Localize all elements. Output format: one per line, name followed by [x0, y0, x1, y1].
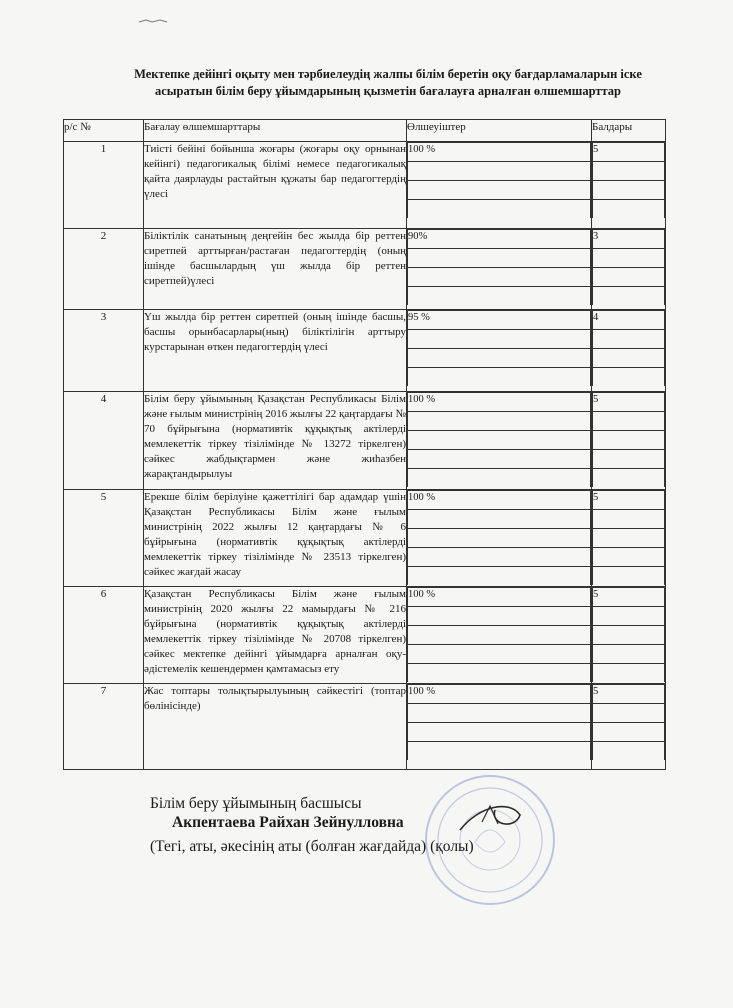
row-criteria: Ерекше білім берілуіне қажеттілігі бар адамдар үшін Қазақстан Республикасы Білім және ғылым министрінің 2022 жылғы 12 қаңтардағы № 6 бұйрығына (нормативтік құқықтық актілерді мемлекеттік тіркеу тізілімінде № 23513 тіркелген) сәйкес жағдай жасау — [144, 490, 407, 587]
row-num: 3 — [64, 310, 144, 392]
row-measure: 95 % — [408, 311, 591, 330]
row-criteria: Қазақстан Республикасы Білім және ғылым министрінің 2020 жылғы 22 мамырдағы № 216 бұйрығына (нормативтік құқықтық актілерді мемлекеттік тіркеу тізілімінде № 20708 тіркелген) сәйкес мектепке дейінгі ұйымдарға арналған оқу-әдістемелік кешендермен қамтамасыз ету — [144, 587, 407, 684]
row-criteria: Тиісті бейіні бойынша жоғары (жоғары оқу орнынан кейінгі) педагогикалық білімі немесе педагогикалық қайта даярлауды растайтын құжаты бар педагогтердің үлесі — [144, 142, 407, 229]
row-measure: 100 % — [408, 685, 591, 704]
table-row — [64, 587, 666, 684]
row-measure: 100 % — [408, 491, 591, 510]
row-points: 4 — [593, 311, 665, 330]
row-points: 5 — [593, 685, 665, 704]
table-row — [64, 684, 666, 770]
row-points: 3 — [593, 230, 665, 249]
row-measure: 100 % — [408, 143, 591, 162]
row-num: 4 — [64, 392, 144, 490]
criteria-table — [63, 119, 666, 770]
row-num: 1 — [64, 142, 144, 229]
row-measure: 100 % — [408, 588, 591, 607]
row-criteria: Білім беру ұйымының Қазақстан Республикасы Білім және ғылым министрінің 2016 жылғы 22 қаңтардағы № 70 бұйрығына (нормативтік құқықтық актілерді мемлекеттік тіркеу тізілімінде № 13272 тіркелген) сәйкес жабдықтармен және жиһазбен жарақтандырылуы — [144, 392, 407, 490]
row-num: 6 — [64, 587, 144, 684]
table-header-row — [64, 120, 666, 142]
row-points: 5 — [593, 588, 665, 607]
row-measure: 90% — [408, 230, 591, 249]
row-criteria: Біліктілік санатының деңгейін бес жылда бір реттен сиретпей арттырған/растаған педагогтердің (оның ішінде басшылардың үш жылда бір реттен сиретпей)үлесі — [144, 229, 407, 310]
row-points: 5 — [593, 491, 665, 510]
row-num: 2 — [64, 229, 144, 310]
table-row — [64, 229, 666, 310]
table-row — [64, 490, 666, 587]
header-points: Балдары — [592, 120, 666, 142]
header-measures: Өлшеуіштер — [407, 120, 592, 142]
row-criteria: Жас топтары толықтырылуының сәйкестігі (топтар бөлінісінде) — [144, 684, 407, 770]
row-points: 5 — [593, 143, 665, 162]
table-row — [64, 142, 666, 229]
header-criteria: Бағалау өлшемшарттары — [144, 120, 407, 142]
header-num: р/с № — [64, 120, 144, 142]
signature-caption: (Тегі, аты, әкесінің аты (болған жағдайда) (қолы) — [150, 838, 474, 855]
row-measure: 100 % — [408, 393, 591, 412]
row-criteria: Үш жылда бір реттен сиретпей (оның ішінде басшы, басшы орынбасарлары(ның) біліктілігін арттыру курстарынан өткен педагогтердің үлесі — [144, 310, 407, 392]
signature-name: Акпентаева Райхан Зейнулловна — [172, 814, 404, 831]
table-row — [64, 310, 666, 392]
row-num: 7 — [64, 684, 144, 770]
row-points: 5 — [593, 393, 665, 412]
signature-role: Білім беру ұйымының басшысы — [150, 795, 362, 812]
scan-mark-icon — [138, 18, 168, 24]
document-title: Мектепке дейінгі оқыту мен тәрбиелеудің жалпы білім беретін оқу бағдарламаларын іске асыратын білім беру ұйымдарының қызметін бағалауға арналған өлшемшарттар — [134, 67, 642, 98]
table-row — [64, 392, 666, 490]
row-num: 5 — [64, 490, 144, 587]
